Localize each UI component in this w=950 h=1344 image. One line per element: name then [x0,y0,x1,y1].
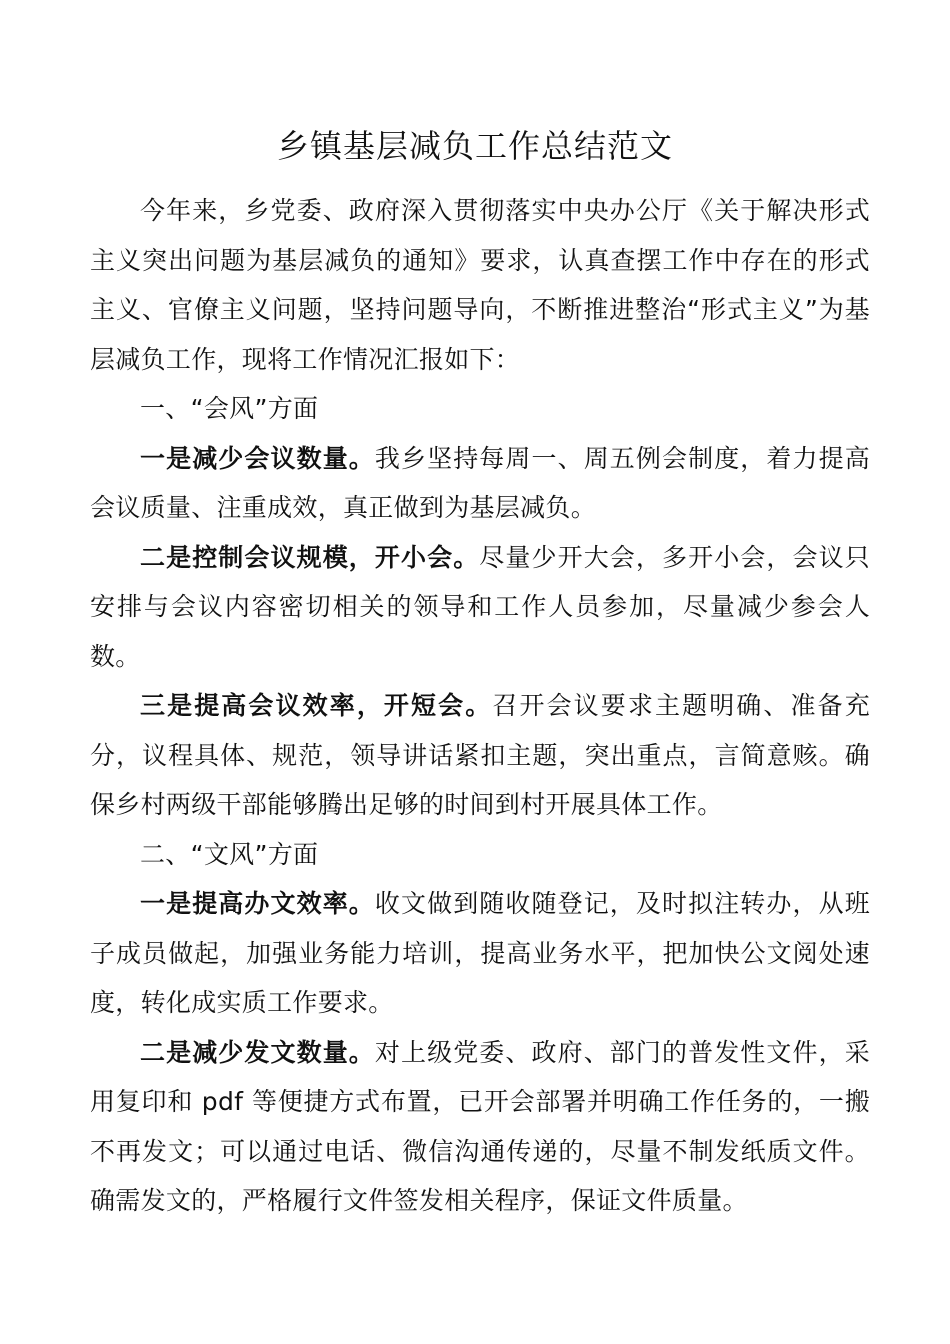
meeting-item-3-text: 召开会议要求主题明确、准备充分，议程具体、规范，领导讲话紧扣主题，突出重点，言简意赅。确保乡村两级干部能够腾出足够的时间到村开展具体工作。 [90,691,871,819]
document-item-2 [90,1028,870,1226]
meeting-item-2-text: 尽量少开大会，多开小会，会议只安排与会议内容密切相关的领导和工作人员参加，尽量减少参会人数。 [90,542,870,671]
intro-paragraph: 今年来，乡党委、政府深入贯彻落实中央办公厅《关于解决形式主义突出问题为基层减负的通知》要求，认真查摆工作中存在的形式主义、官僚主义问题，坚持问题导向，不断推进整治“形式主义”为基层减负工作，现将工作情况汇报如下： [90,196,870,374]
meeting-item-3-lead: 三是提高会议效率，开短会。 [140,691,493,720]
document-item-1-lead: 一是提高办文效率。 [140,889,375,918]
section-heading-document-style: 二、“文风”方面 [140,839,319,869]
meeting-item-2-lead: 二是控制会议规模，开小会。 [140,542,480,572]
document-item-1 [90,879,870,1028]
document-item-1-text: 收文做到随收随登记，及时拟注转办，从班子成员做起，加强业务能力培训，提高业务水平，把加快公文阅处速度，转化成实质工作要求。 [90,889,871,1017]
meeting-item-1-text: 我乡坚持每周一、周五例会制度，着力提高会议质量、注重成效，真正做到为基层减负。 [90,443,871,522]
section-heading-meeting-style: 一、“会风”方面 [140,394,319,423]
meeting-item-3 [90,681,870,830]
meeting-item-2 [90,533,870,682]
meeting-item-1 [90,434,870,533]
document-item-2-text: 对上级党委、政府、部门的普发性文件，采用复印和 pdf 等便捷方式布置，已开会部署并明确工作任务的，一搬不再发文；可以通过电话、微信沟通传递的，尽量不制发纸质文件。确需发文的，严格履行文件签发相关程序，保证文件质量。 [90,1037,871,1215]
meeting-item-1-lead: 一是减少会议数量。 [140,443,375,473]
document-item-2-lead: 二是减少发文数量。 [140,1037,375,1067]
document-body [90,186,870,1226]
document-title: 乡镇基层减负工作总结范文 [276,127,673,165]
